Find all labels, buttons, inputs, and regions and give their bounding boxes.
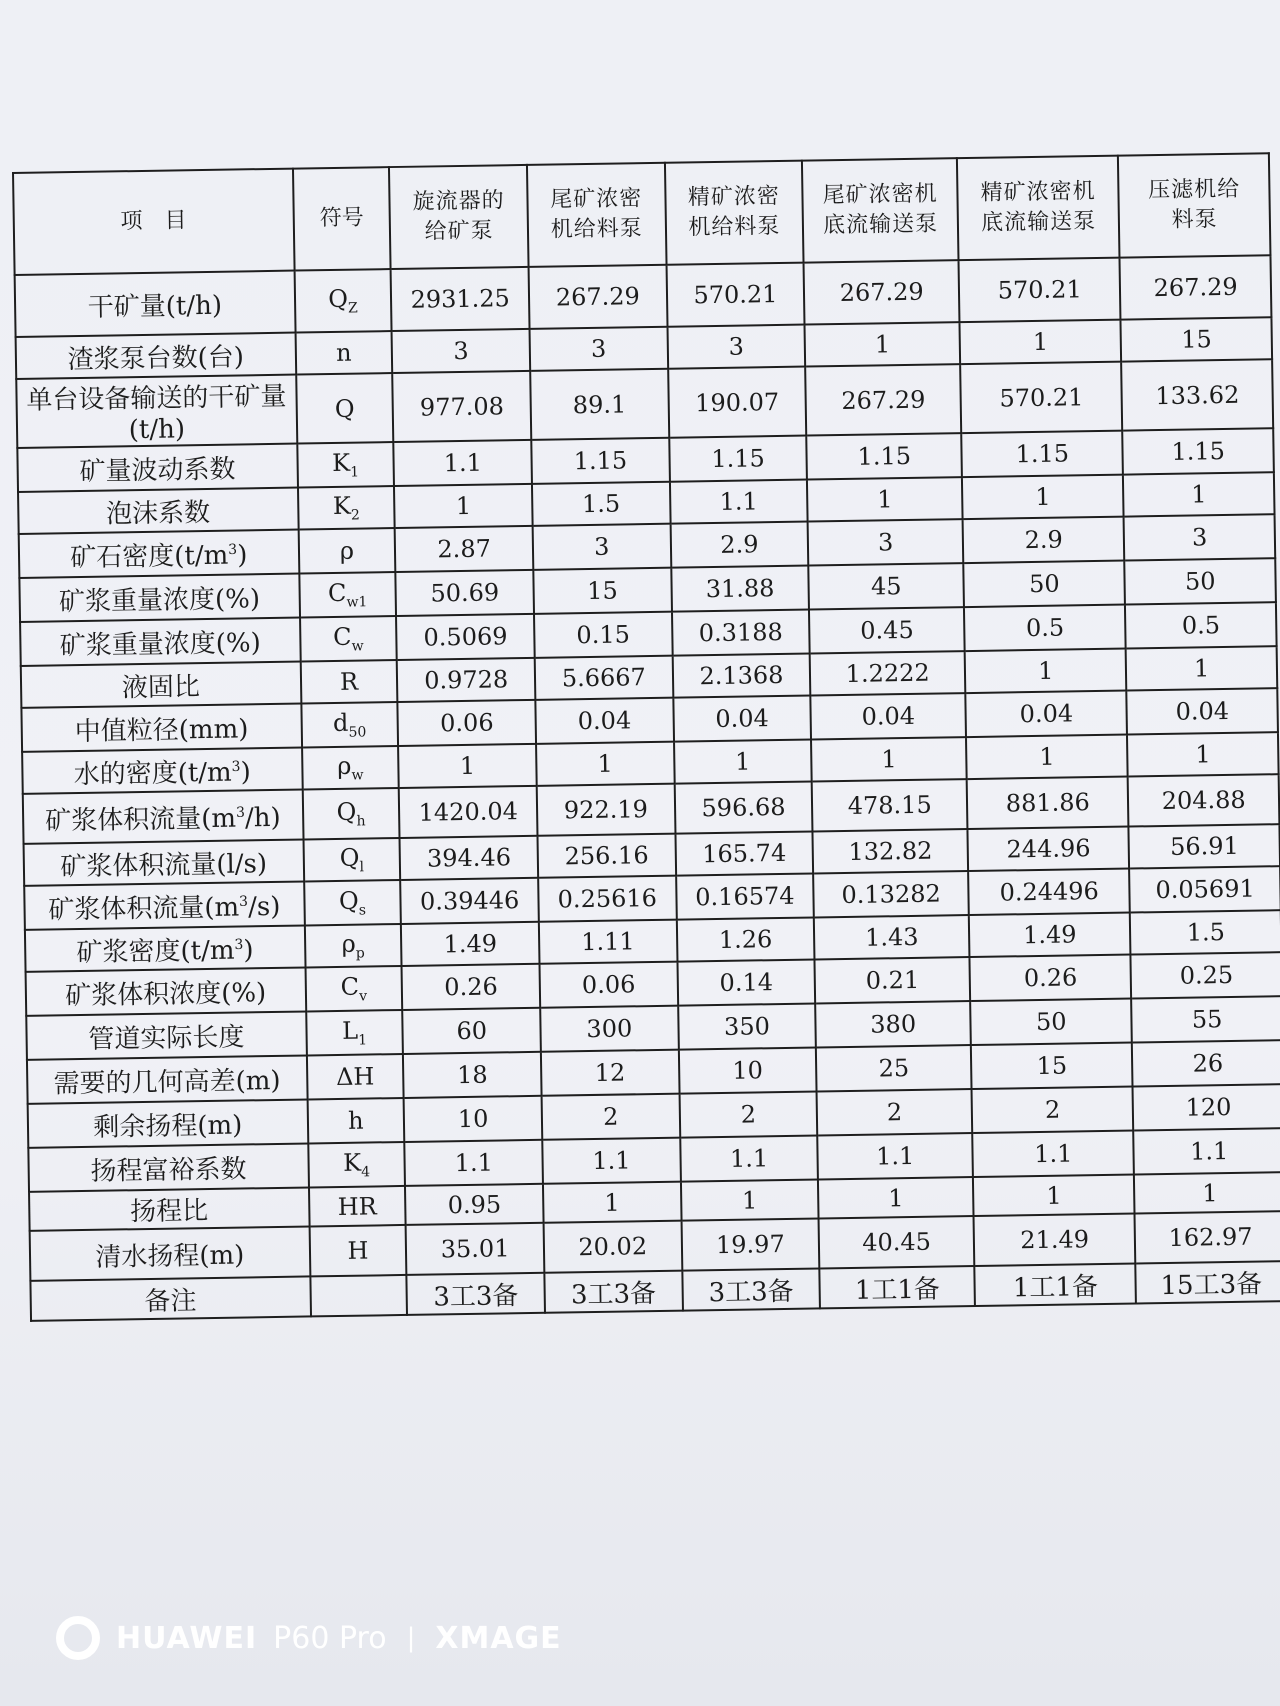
value-cell: 45 — [809, 563, 965, 609]
value-cell: 60 — [403, 1008, 541, 1054]
row-symbol-text: ΔH — [335, 1062, 375, 1092]
row-label-end: ) — [243, 934, 254, 965]
value-cell: 133.62 — [1122, 359, 1274, 430]
row-symbol-subscript: w — [351, 638, 364, 655]
row-label-end: ) — [240, 756, 252, 787]
row-symbol-text: K — [331, 448, 351, 478]
row-symbol-text: h — [347, 1106, 364, 1135]
value-cell: 1.15 — [669, 436, 807, 482]
row-label-text: 矿浆重量浓度(%) — [59, 627, 261, 661]
value-cell: 1 — [965, 649, 1127, 694]
row-symbol — [304, 924, 401, 968]
value-cell: 0.06 — [398, 700, 536, 746]
value-cell: 1 — [398, 744, 536, 788]
row-symbol — [304, 880, 401, 926]
row-label — [17, 444, 297, 492]
row-label-text: 需要的几何高差(m) — [53, 1065, 281, 1099]
value-cell: 0.45 — [809, 607, 965, 653]
row-symbol-text: Q — [336, 797, 357, 827]
value-cell: 1.1 — [1134, 1128, 1280, 1174]
watermark-separator: | — [406, 1623, 416, 1653]
value-cell: 1.15 — [1123, 428, 1274, 474]
row-label-text: 矿浆体积流量(m — [48, 892, 240, 926]
value-cell: 1 — [818, 1177, 973, 1218]
value-cell: 977.08 — [393, 371, 532, 442]
row-symbol — [296, 373, 394, 444]
row-label-end: /h) — [244, 802, 281, 833]
header-column-label: 尾矿浓密机 底流输送泵 — [822, 181, 939, 239]
header-item: 项 目 — [13, 169, 294, 275]
row-label — [24, 840, 304, 886]
value-cell: 881.86 — [967, 777, 1129, 830]
value-cell: 2 — [817, 1089, 973, 1135]
row-symbol-text: Q — [334, 394, 355, 423]
value-cell: 0.15 — [534, 612, 672, 658]
value-cell: 1.1 — [972, 1131, 1134, 1178]
value-cell: 3 — [808, 519, 964, 565]
row-symbol-text: Q — [328, 284, 349, 314]
value-cell: 0.3188 — [672, 610, 810, 656]
value-cell: 0.06 — [539, 962, 677, 1008]
value-cell: 35.01 — [406, 1223, 544, 1275]
value-cell: 1.15 — [531, 438, 669, 484]
value-cell: 55 — [1132, 996, 1280, 1042]
header-column — [389, 165, 528, 269]
row-symbol-subscript: 1 — [358, 1032, 368, 1049]
row-symbol-subscript: w — [351, 767, 364, 784]
row-symbol-subscript: Z — [347, 300, 358, 317]
value-cell: 1 — [543, 1182, 681, 1223]
value-cell: 132.82 — [813, 829, 968, 873]
value-cell: 1 — [681, 1179, 819, 1220]
row-symbol-subscript: p — [355, 945, 365, 962]
row-label-superscript: 3 — [234, 936, 244, 953]
row-label — [18, 488, 298, 534]
value-cell: 2.1368 — [672, 654, 810, 698]
value-cell: 380 — [815, 1001, 971, 1047]
row-label-text: 矿浆体积浓度(%) — [64, 977, 267, 1011]
header-column-label: 压滤机给 料泵 — [1147, 176, 1241, 233]
header-column — [527, 163, 666, 267]
row-symbol-text: ρ — [341, 929, 356, 959]
row-label — [30, 1226, 310, 1280]
value-cell: 190.07 — [668, 367, 807, 438]
value-cell: 0.04 — [673, 696, 811, 742]
value-cell: 50.69 — [396, 570, 534, 616]
row-label — [29, 1187, 309, 1230]
header-column — [1118, 153, 1270, 257]
value-cell: 1 — [807, 477, 962, 521]
row-label-text: 矿量波动系数 — [79, 454, 236, 487]
value-cell: 2 — [972, 1087, 1134, 1134]
value-cell: 0.26 — [402, 964, 540, 1010]
row-symbol-text: ρ — [339, 536, 355, 565]
header-column-label: 旋流器的 给矿泵 — [412, 188, 505, 245]
row-label-end: /s) — [247, 891, 281, 922]
value-cell: 922.19 — [537, 784, 675, 836]
header-column-label: 精矿浓密 机给料泵 — [687, 183, 781, 241]
value-cell: 1 — [394, 484, 532, 528]
value-cell: 120 — [1133, 1084, 1280, 1130]
remark-cell: 1工1备 — [974, 1263, 1136, 1306]
value-cell: 1.15 — [961, 431, 1123, 478]
value-cell: 1 — [811, 737, 966, 781]
row-label-text: 渣浆泵台数(台) — [67, 341, 245, 375]
row-symbol-text: C — [340, 972, 360, 1002]
value-cell: 2.9 — [963, 517, 1125, 564]
document-sheet — [12, 152, 1280, 1322]
row-symbol — [302, 746, 399, 790]
value-cell: 0.25 — [1131, 952, 1280, 998]
row-symbol — [310, 1275, 407, 1317]
row-symbol-text: ρ — [337, 751, 352, 781]
value-cell: 1.1 — [542, 1138, 680, 1184]
row-symbol — [306, 1010, 403, 1056]
value-cell: 267.29 — [804, 260, 960, 324]
value-cell: 0.05691 — [1129, 866, 1280, 912]
row-label-superscript: 3 — [228, 541, 238, 558]
row-label-superscript: 3 — [231, 758, 241, 775]
value-cell: 12 — [541, 1050, 679, 1096]
value-cell: 56.91 — [1129, 824, 1280, 868]
value-cell: 40.45 — [819, 1216, 975, 1268]
value-cell: 0.21 — [815, 957, 971, 1003]
value-cell: 1.1 — [394, 440, 532, 486]
row-label-text: 矿浆重量浓度(%) — [58, 583, 261, 617]
row-symbol-text: Q — [338, 886, 359, 916]
value-cell: 0.5 — [964, 605, 1126, 652]
value-cell: 1.1 — [817, 1133, 973, 1179]
row-symbol — [303, 838, 400, 882]
header-row — [13, 153, 1270, 275]
watermark-model: P60 Pro — [273, 1620, 387, 1656]
row-symbol — [305, 966, 402, 1012]
row-label — [16, 375, 297, 448]
value-cell: 0.5 — [1125, 602, 1276, 648]
value-cell: 165.74 — [675, 832, 813, 876]
value-cell: 570.21 — [666, 263, 805, 327]
value-cell: 1.5 — [1130, 910, 1280, 954]
value-cell: 0.25616 — [538, 876, 676, 922]
value-cell: 1 — [1126, 646, 1277, 690]
value-cell: 244.96 — [968, 827, 1130, 872]
value-cell: 18 — [403, 1052, 541, 1098]
row-symbol-text: n — [335, 338, 352, 367]
row-symbol-subscript: 2 — [350, 507, 360, 524]
value-cell: 0.13282 — [813, 871, 969, 917]
row-label — [27, 1055, 307, 1103]
value-cell: 15 — [1121, 317, 1272, 361]
value-cell: 2.9 — [670, 522, 808, 568]
value-cell: 15 — [971, 1043, 1133, 1090]
value-cell: 1 — [805, 322, 960, 366]
value-cell: 0.9728 — [397, 658, 535, 702]
row-symbol — [294, 269, 392, 333]
value-cell: 0.5069 — [396, 614, 534, 660]
row-label — [16, 333, 296, 379]
value-cell: 2 — [542, 1094, 680, 1140]
row-label-end: ) — [236, 539, 248, 571]
row-symbol-subscript: 4 — [361, 1164, 371, 1181]
value-cell: 1 — [1134, 1172, 1280, 1213]
row-label-superscript: 3 — [238, 893, 249, 910]
value-cell: 3 — [530, 327, 668, 371]
value-cell: 1.43 — [814, 915, 969, 959]
row-label — [28, 1099, 308, 1147]
value-cell: 2 — [679, 1091, 817, 1137]
row-symbol-text: C — [332, 622, 352, 652]
watermark-brand: HUAWEI — [116, 1620, 258, 1656]
value-cell: 300 — [540, 1006, 678, 1052]
row-symbol-subscript: 50 — [348, 724, 367, 741]
remark-cell: 15工3备 — [1136, 1261, 1280, 1303]
value-cell: 0.04 — [811, 693, 967, 739]
value-cell: 1 — [1123, 472, 1274, 516]
row-symbol — [306, 1054, 403, 1100]
header-column — [665, 161, 804, 265]
row-symbol-text: Q — [339, 843, 360, 873]
value-cell: 570.21 — [959, 258, 1121, 323]
value-cell: 1.5 — [532, 482, 670, 526]
value-cell: 0.04 — [965, 691, 1127, 738]
row-symbol — [295, 331, 392, 375]
header-column — [957, 156, 1120, 261]
value-cell: 0.04 — [1127, 688, 1278, 734]
value-cell: 10 — [404, 1096, 542, 1142]
row-label — [28, 1143, 308, 1191]
data-table — [12, 152, 1280, 1322]
value-cell: 162.97 — [1135, 1211, 1280, 1263]
row-symbol-subscript: h — [356, 813, 366, 830]
remark-cell: 3工3备 — [682, 1268, 820, 1310]
row-label — [19, 574, 299, 622]
value-cell: 3 — [1124, 514, 1275, 560]
row-symbol-text: R — [339, 667, 359, 696]
row-label — [24, 882, 304, 930]
row-symbol-text: HR — [337, 1191, 377, 1221]
value-cell: 1 — [960, 320, 1122, 365]
remark-cell: 1工1备 — [820, 1266, 975, 1308]
value-cell: 267.29 — [529, 265, 668, 329]
row-label-text: 单台设备输送的干矿量(t/h) — [26, 381, 287, 446]
row-symbol — [308, 1142, 405, 1188]
value-cell: 26 — [1132, 1040, 1280, 1086]
value-cell: 0.26 — [970, 955, 1132, 1002]
row-label — [22, 748, 302, 794]
row-label-text: 备注 — [144, 1285, 197, 1317]
value-cell: 0.14 — [677, 959, 815, 1005]
row-symbol-text: C — [327, 578, 347, 608]
row-label-text: 矿石密度(t/m — [70, 540, 229, 573]
header-column-label: 精矿浓密机 底流输送泵 — [980, 178, 1097, 236]
value-cell: 19.97 — [681, 1218, 819, 1270]
value-cell: 0.04 — [535, 698, 673, 744]
value-cell: 0.24496 — [968, 869, 1130, 916]
value-cell: 204.88 — [1128, 774, 1279, 826]
row-label-text: 矿浆体积流量(m — [45, 803, 237, 837]
value-cell: 1 — [536, 742, 674, 786]
value-cell: 1.26 — [676, 917, 814, 961]
watermark-xmage: XMAGE — [435, 1620, 562, 1656]
row-label — [26, 1011, 306, 1059]
row-symbol-text: H — [347, 1236, 369, 1265]
value-cell: 267.29 — [805, 364, 961, 435]
value-cell: 3 — [533, 524, 671, 570]
value-cell: 10 — [678, 1047, 816, 1093]
value-cell: 570.21 — [960, 362, 1122, 434]
row-label-text: 中值粒径(mm) — [74, 713, 249, 747]
row-symbol-subscript: v — [359, 988, 368, 1005]
row-label-text: 矿浆密度(t/m — [76, 935, 235, 968]
value-cell: 89.1 — [530, 369, 669, 440]
row-label-text: 水的密度(t/m — [73, 757, 232, 790]
value-cell: 267.29 — [1120, 255, 1272, 319]
row-label-text: 扬程比 — [129, 1196, 209, 1228]
row-label-text: 剩余扬程(m) — [93, 1110, 243, 1143]
row-symbol — [301, 702, 398, 748]
value-cell: 596.68 — [674, 782, 812, 834]
value-cell: 1.1 — [405, 1140, 543, 1186]
row-label — [23, 790, 303, 844]
row-symbol — [300, 660, 397, 704]
value-cell: 25 — [816, 1045, 972, 1091]
value-cell: 478.15 — [812, 779, 968, 831]
value-cell: 1.49 — [969, 913, 1131, 958]
value-cell: 1 — [962, 475, 1124, 520]
row-label — [15, 271, 296, 337]
value-cell: 2.87 — [395, 526, 533, 572]
value-cell: 5.6667 — [535, 656, 673, 700]
value-cell: 0.16574 — [676, 873, 814, 919]
value-cell: 1 — [1127, 732, 1278, 776]
row-symbol-subscript: 1 — [350, 464, 360, 481]
value-cell: 1 — [973, 1174, 1135, 1216]
value-cell: 50 — [963, 561, 1125, 608]
row-symbol — [297, 442, 394, 488]
header-column — [802, 158, 958, 262]
row-label-superscript: 3 — [235, 804, 246, 821]
header-symbol: 符号 — [293, 167, 391, 271]
value-cell: 1 — [966, 735, 1128, 780]
row-symbol — [309, 1186, 406, 1227]
row-symbol — [300, 616, 397, 662]
row-symbol-subscript: w1 — [346, 594, 368, 611]
row-label-text: 清水扬程(m) — [95, 1239, 245, 1273]
value-cell: 31.88 — [671, 566, 809, 612]
value-cell: 394.46 — [400, 836, 538, 880]
value-cell: 1.1 — [670, 480, 808, 524]
value-cell: 2931.25 — [391, 267, 530, 331]
row-label-text: 管道实际长度 — [88, 1021, 245, 1055]
value-cell: 1 — [674, 740, 812, 784]
row-label — [21, 704, 301, 752]
row-symbol-text: L — [341, 1016, 359, 1046]
remark-cell: 3工3备 — [544, 1271, 682, 1313]
value-cell: 1.1 — [680, 1135, 818, 1181]
row-symbol-subscript: s — [358, 902, 367, 919]
value-cell: 3 — [392, 329, 530, 373]
row-label-text: 矿浆体积流量(l/s) — [60, 848, 268, 882]
value-cell: 1.11 — [539, 920, 677, 964]
row-symbol-text: K — [332, 491, 351, 521]
value-cell: 0.39446 — [401, 878, 539, 924]
row-symbol-text: d — [332, 708, 349, 738]
row-label — [21, 662, 301, 708]
row-symbol — [307, 1098, 404, 1144]
row-label-text: 干矿量(t/h) — [87, 290, 223, 323]
row-symbol — [309, 1225, 407, 1277]
header-column-label: 尾矿浓密 机给料泵 — [550, 186, 643, 243]
row-label — [19, 530, 299, 578]
row-symbol — [299, 572, 396, 618]
value-cell: 3 — [667, 325, 805, 369]
row-symbol-subscript: l — [359, 859, 365, 876]
row-label-text: 扬程富裕系数 — [90, 1153, 247, 1187]
value-cell: 20.02 — [544, 1221, 682, 1273]
value-cell: 15 — [533, 568, 671, 614]
value-cell: 1.49 — [401, 922, 539, 966]
remark-cell: 3工3备 — [407, 1273, 545, 1315]
row-symbol — [302, 788, 400, 840]
value-cell: 50 — [1125, 558, 1276, 604]
value-cell: 1.15 — [807, 433, 963, 479]
row-label — [30, 1276, 310, 1320]
value-cell: 256.16 — [537, 834, 675, 878]
value-cell: 21.49 — [974, 1213, 1136, 1266]
row-label — [20, 618, 300, 666]
camera-watermark — [56, 1616, 562, 1660]
value-cell: 350 — [678, 1003, 816, 1049]
value-cell: 0.95 — [405, 1184, 543, 1225]
row-label-text: 泡沫系数 — [105, 497, 211, 530]
camera-ring-icon — [56, 1616, 100, 1660]
row-symbol-text: K — [342, 1148, 362, 1178]
row-label — [25, 925, 305, 971]
value-cell: 1.2222 — [810, 651, 965, 695]
row-label — [26, 967, 306, 1015]
row-symbol — [298, 528, 395, 574]
value-cell: 50 — [970, 999, 1132, 1046]
row-label-text: 液固比 — [121, 671, 201, 703]
value-cell: 1420.04 — [399, 786, 537, 838]
row-symbol — [298, 486, 395, 530]
